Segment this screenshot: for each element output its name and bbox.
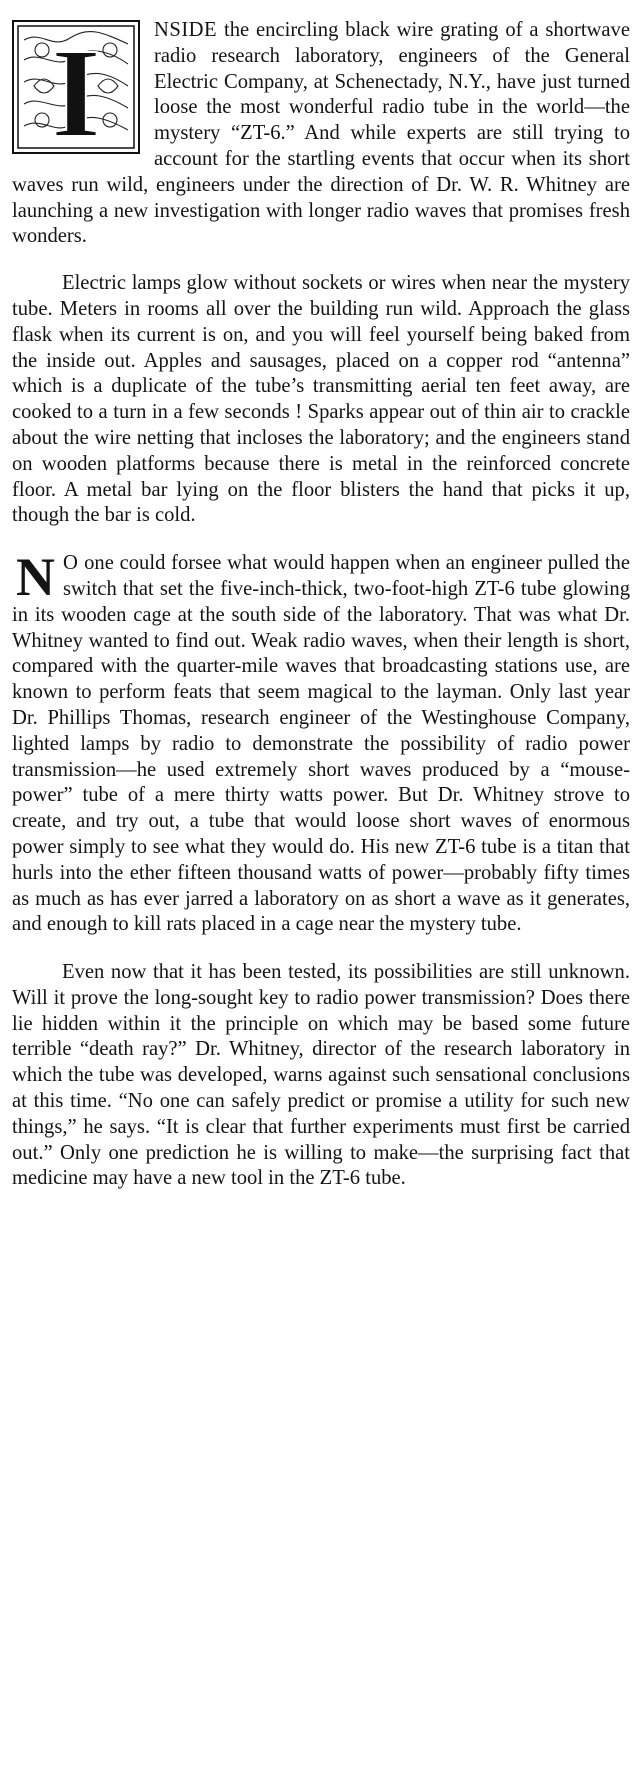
- intro-text: the encircling black wire grating of a shortwave radio research laboratory, engineers of the General Electric Company, at Schenectady, N.Y., have just turned loose the most wonderful radio tube in the world—the mystery “ZT-6.” And while experts are still trying to account for the startling events that occur when its short waves run wild, engineers under the direction of Dr. W. R. Whitney are launching a new investigation with longer radio waves that promises fresh wonders.: [12, 19, 630, 248]
- article-page: [12, 18, 630, 1192]
- experiment-text: one could forsee what would happen when an engineer pulled the switch that set the five-inch-thick, two-foot-high ZT-6 tube glowing in its wooden cage at the south side of the laboratory. That was what Dr. Whitney wanted to find out. Weak radio waves, when their length is short, compared with the quarter-mile waves that broadcasting stations use, are known to perform feats that seem magical to the layman. Only last year Dr. Phillips Thomas, research engineer of the Westinghouse Company, lighted lamps by radio to demonstrate the possibility of radio power transmission—he used extremely short waves produced by a “mouse-power” tube of a mere thirty watts power. But Dr. Whitney strove to create, and try out, a tube that would loose short waves of enormous power simply to see what they would do. His new ZT-6 tube is a titan that hurls into the ether fifteen thousand watts of power—probably fifty times as much as has ever jarred a laboratory on as short a wave as it generates, and enough to kill rats placed in a cage near the mystery tube.: [12, 552, 630, 936]
- paragraph-possibilities: Even now that it has been tested, its possibilities are still unknown. Will it prove the long-sought key to radio power transmission? Does there lie hidden within it the principle on which may be based some future terrible “death ray?” Dr. Whitney, director of the research laboratory in which the tube was developed, warns against such sensational conclusions at this time. “No one can safely predict or promise a utility for such new things,” he says. “It is clear that further experiments must first be carried out.” Only one prediction he is willing to make—the surprising fact that medicine may have a new tool in the ZT-6 tube.: [12, 961, 630, 1190]
- paragraph-effects: Electric lamps glow without sockets or wires when near the mystery tube. Meters in rooms all over the building run wild. Approach the glass flask when its current is on, and you will feel yourself being baked from the inside out. Apples and sausages, placed on a copper rod “antenna” which is a duplicate of the tube’s transmitting aerial ten feet away, are cooked to a turn in a few seconds ! Sparks appear out of thin air to crackle about the wire netting that incloses the laboratory; and the engineers stand on wooden platforms because there is metal in the reinforced concrete floor. A metal bar lying on the floor blisters the hand that picks it up, though the bar is cold.: [12, 272, 630, 527]
- intro-lead-caps: NSIDE: [154, 19, 218, 41]
- experiment-lead-caps: O: [63, 552, 79, 575]
- section-initial: N: [16, 547, 55, 608]
- ornamental-drop-cap: [12, 20, 140, 154]
- drop-cap-letter: I: [51, 22, 101, 154]
- paragraph-intro: [12, 18, 630, 250]
- paragraph-experiment: [12, 547, 630, 938]
